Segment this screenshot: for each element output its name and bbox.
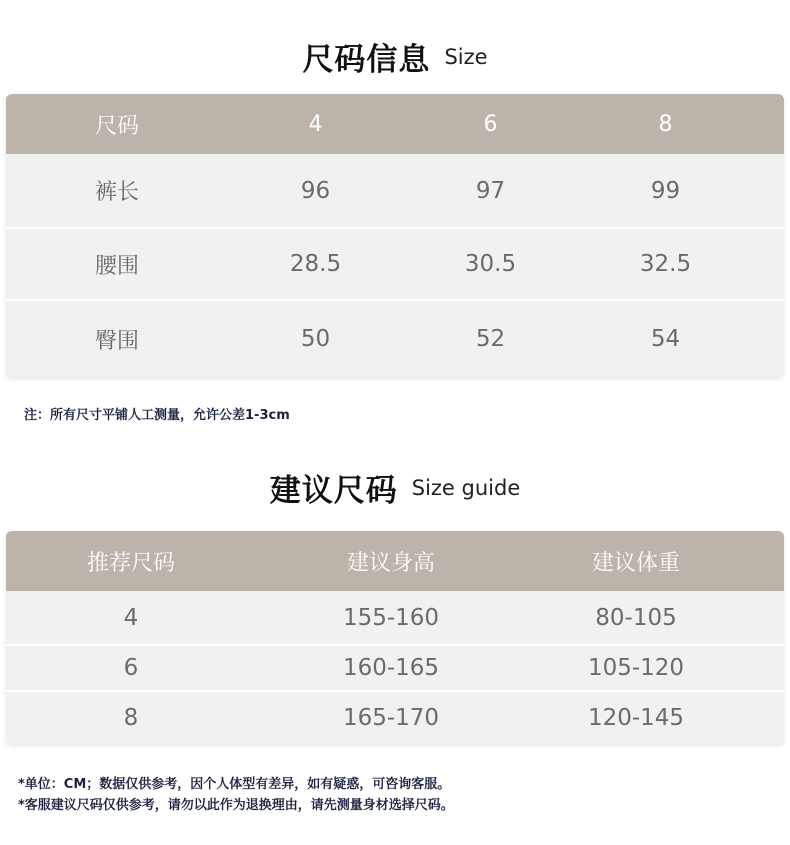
table-row bbox=[6, 299, 784, 377]
table-cell: 54 bbox=[650, 326, 681, 352]
table-cell: 96 bbox=[300, 177, 331, 204]
size-guide-subtitle: Size guide bbox=[411, 475, 521, 500]
guide-table-header-cell: 建议身高 bbox=[346, 550, 435, 576]
table-cell: 120-145 bbox=[587, 705, 685, 731]
row-label: 腰围 bbox=[94, 253, 139, 279]
table-row bbox=[6, 154, 784, 227]
guide-table-header-cell: 推荐尺码 bbox=[86, 550, 175, 576]
guide-note-unit: *单位：CM；数据仅供参考，因个人体型有差异，如有疑惑，可咨询客服。 bbox=[18, 777, 451, 792]
size-guide-table bbox=[6, 531, 784, 744]
size-table-header-row bbox=[6, 94, 784, 154]
table-cell: 80-105 bbox=[595, 604, 677, 631]
table-cell: 52 bbox=[475, 326, 506, 352]
size-guide-title: 建议尺码 bbox=[269, 473, 398, 509]
table-cell: 28.5 bbox=[289, 251, 342, 277]
size-note: 注：所有尺寸平铺人工测量，允许公差1-3cm bbox=[24, 408, 290, 423]
table-cell: 30.5 bbox=[464, 251, 517, 277]
table-cell: 97 bbox=[475, 177, 506, 204]
table-row bbox=[6, 690, 784, 744]
size-guide-heading bbox=[0, 465, 790, 510]
guide-table-header-cell: 建议体重 bbox=[591, 550, 680, 576]
table-cell: 99 bbox=[650, 177, 681, 204]
table-row bbox=[6, 591, 784, 644]
size-info-heading bbox=[0, 34, 790, 79]
table-cell: 50 bbox=[300, 326, 331, 352]
size-table-header-cell: 6 bbox=[483, 111, 498, 137]
size-info-title: 尺码信息 bbox=[302, 42, 431, 78]
table-cell: 155-160 bbox=[342, 604, 440, 631]
size-table-header-cell: 8 bbox=[658, 111, 673, 137]
size-table-header-cell: 4 bbox=[308, 111, 323, 137]
size-info-subtitle: Size bbox=[444, 44, 488, 69]
table-cell: 165-170 bbox=[342, 705, 440, 731]
size-table bbox=[6, 94, 784, 377]
size-table-header-cell: 尺码 bbox=[94, 113, 139, 139]
table-row bbox=[6, 227, 784, 299]
table-cell: 32.5 bbox=[639, 251, 692, 277]
table-cell: 8 bbox=[123, 705, 139, 731]
table-cell: 160-165 bbox=[342, 655, 440, 681]
row-label: 裤长 bbox=[94, 180, 139, 205]
table-row bbox=[6, 644, 784, 690]
table-cell: 105-120 bbox=[587, 655, 685, 681]
row-label: 臀围 bbox=[94, 328, 139, 354]
table-cell: 6 bbox=[123, 655, 139, 681]
guide-note-disclaimer: *客服建议尺码仅供参考，请勿以此作为退换理由，请先测量身材选择尺码。 bbox=[18, 798, 454, 813]
guide-table-header-row bbox=[6, 531, 784, 591]
table-cell: 4 bbox=[123, 604, 139, 631]
